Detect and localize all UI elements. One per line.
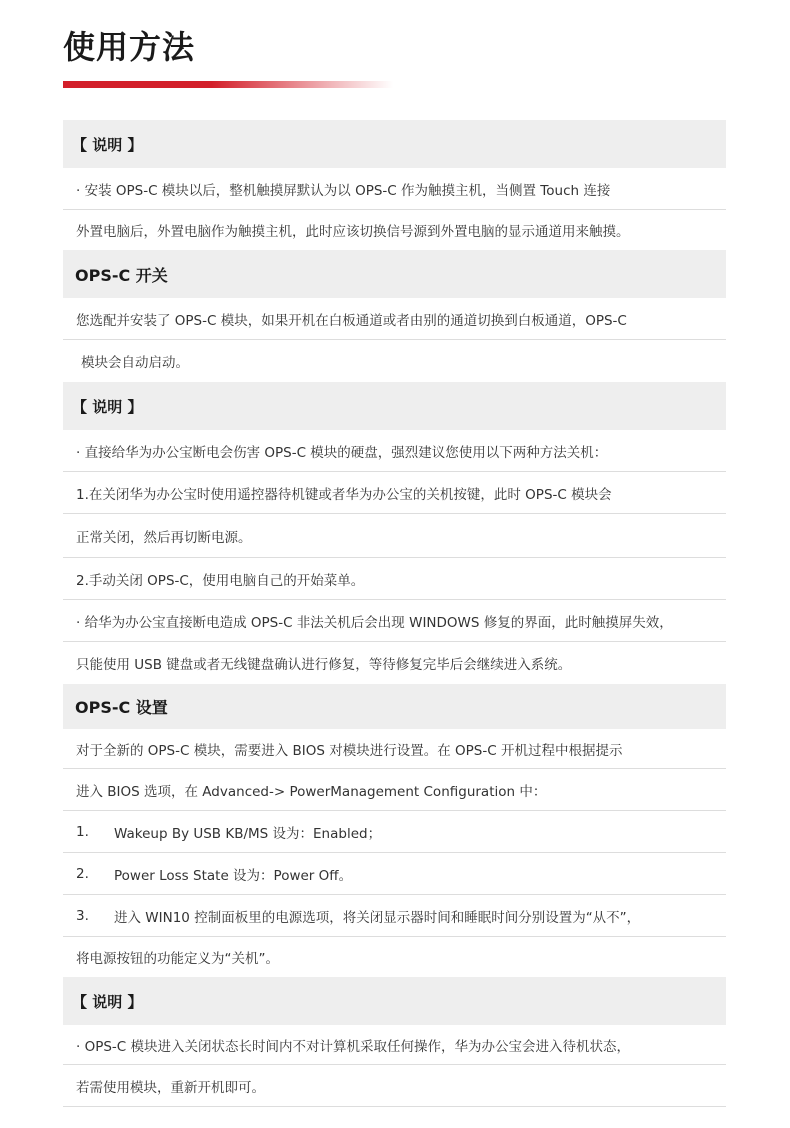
note2-line-6: 只能使用 USB 键盘或者无线键盘确认进行修复，等待修复完毕后会继续进入系统。 — [76, 657, 572, 673]
title-underline-bar — [63, 81, 393, 88]
note-header-1: 【 说明 】 — [63, 120, 726, 168]
step-number: 1. — [76, 823, 89, 840]
note2-line-5: · 给华为办公宝直接断电造成 OPS-C 非法关机后会出现 WINDOWS 修复的界面，此时触摸屏失效， — [63, 600, 726, 642]
note-header-3: 【 说明 】 — [63, 977, 726, 1025]
step-number: 3. — [76, 907, 89, 924]
note2-line-2: 1.在关闭华为办公宝时使用遥控器待机键或者华为办公宝的关机按键，此时 OPS-C 模块会 — [63, 472, 726, 514]
switch-line-2: 模块会自动启动。 — [81, 355, 189, 371]
section-header-settings: OPS-C 设置 — [63, 684, 726, 729]
note2-line-1: · 直接给华为办公宝断电会伤害 OPS-C 模块的硬盘，强烈建议您使用以下两种方法关机： — [63, 430, 726, 472]
step-number: 2. — [76, 865, 89, 882]
step-text: Power Loss State 设为：Power Off。 — [114, 867, 353, 884]
content — [63, 120, 726, 1107]
settings-tail: 将电源按钮的功能定义为“关机”。 — [76, 951, 279, 967]
settings-line-2: 进入 BIOS 选项，在 Advanced-> PowerManagement Configuration 中： — [63, 769, 726, 811]
note3-line-1: · OPS-C 模块进入关闭状态长时间内不对计算机采取任何操作，华为办公宝会进入待机状态， — [63, 1025, 726, 1065]
settings-step-1 — [63, 811, 726, 853]
note2-line-3: 正常关闭，然后再切断电源。 — [63, 514, 726, 558]
settings-line-1: 对于全新的 OPS-C 模块，需要进入 BIOS 对模块进行设置。在 OPS-C 开机过程中根据提示 — [63, 729, 726, 769]
note1-line-2: 外置电脑后，外置电脑作为触摸主机，此时应该切换信号源到外置电脑的显示通道用来触摸。 — [76, 224, 630, 240]
step-text: 进入 WIN10 控制面板里的电源选项，将关闭显示器时间和睡眠时间分别设置为“从不”， — [114, 909, 641, 926]
note2-line-4: 2.手动关闭 OPS-C，使用电脑自己的开始菜单。 — [63, 558, 726, 600]
switch-line-1: 您选配并安装了 OPS-C 模块，如果开机在白板通道或者由别的通道切换到白板通道，OPS-C — [63, 298, 726, 340]
settings-step-3 — [63, 895, 726, 937]
note3-line-2: 若需使用模块，重新开机即可。 — [63, 1065, 726, 1107]
settings-step-2 — [63, 853, 726, 895]
step-text: Wakeup By USB KB/MS 设为：Enabled； — [114, 825, 382, 842]
page-title: 使用方法 — [63, 28, 196, 66]
section-header-switch: OPS-C 开关 — [63, 250, 726, 298]
note1-line-1: · 安装 OPS-C 模块以后，整机触摸屏默认为以 OPS-C 作为触摸主机，当侧置 Touch 连接 — [63, 168, 726, 210]
note-header-2: 【 说明 】 — [63, 382, 726, 430]
